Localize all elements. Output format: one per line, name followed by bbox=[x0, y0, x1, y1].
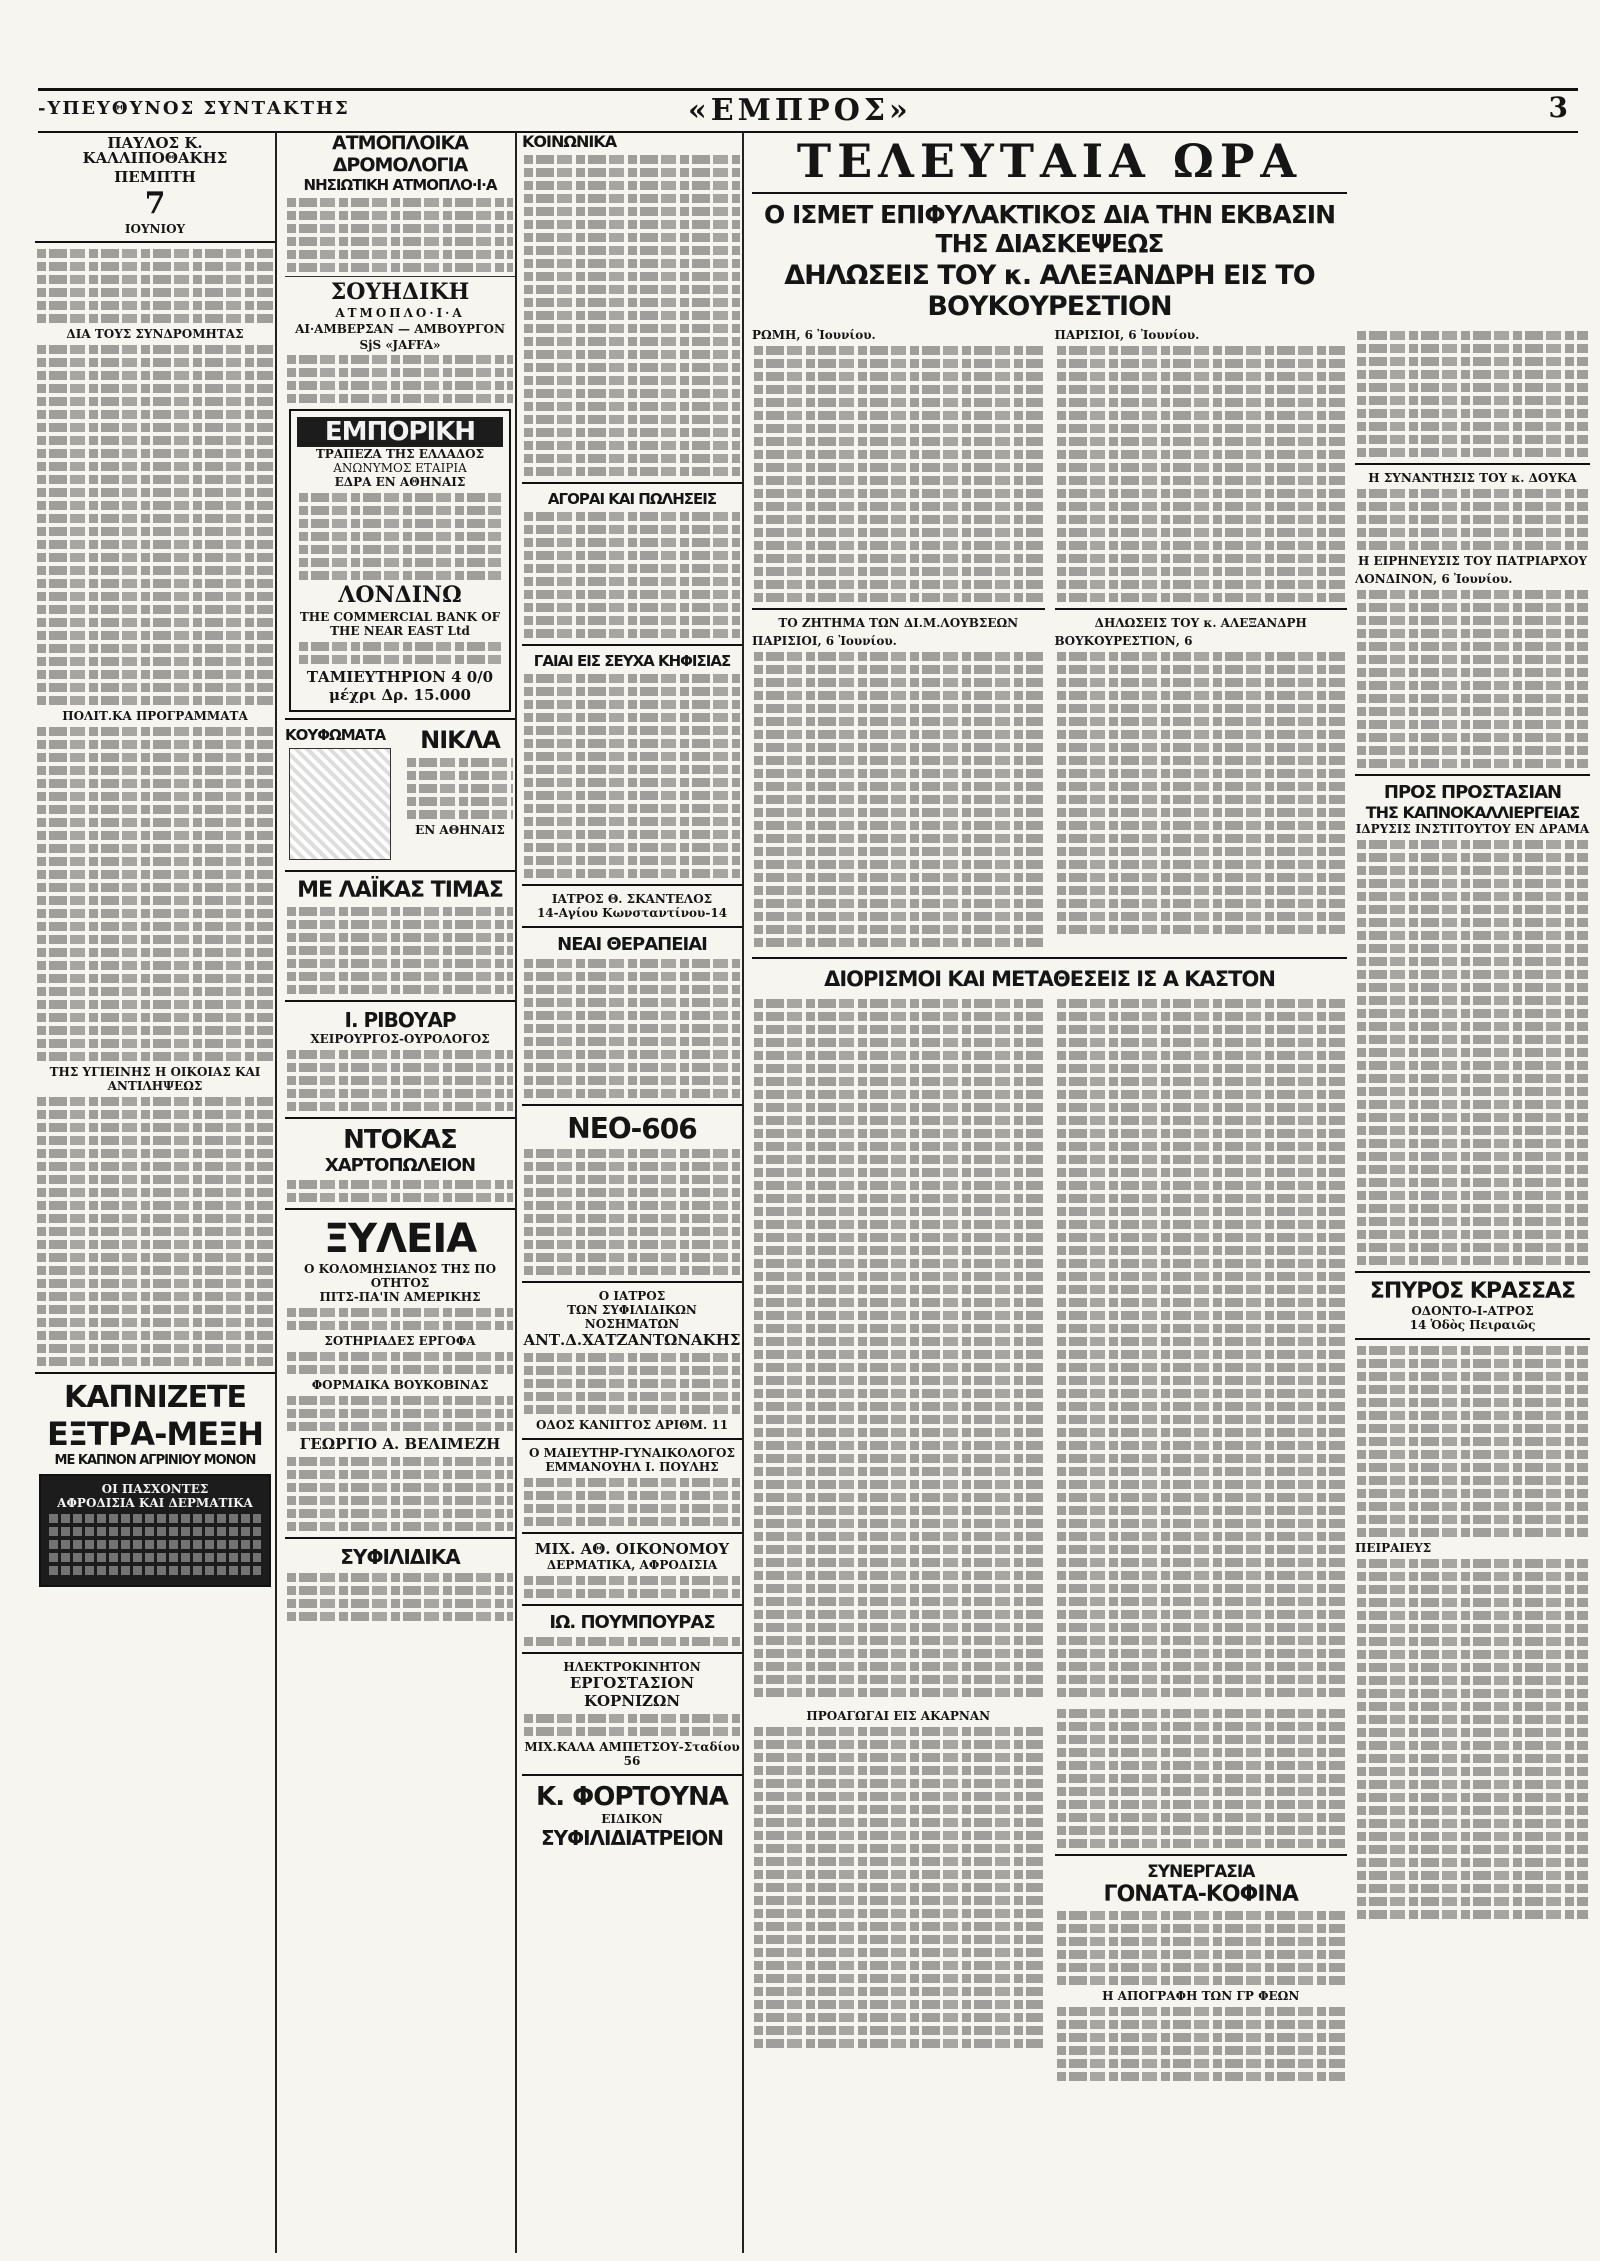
nikla-brand: ΝΙΚΛΑ bbox=[420, 726, 500, 754]
paris-dateline-2: ΠΑΡΙΣΙΟΙ, 6 Ἰουνίου. bbox=[1054, 328, 1200, 342]
factory-address: ΜΙΧ.ΚΑΛΑ ΑΜΠΕΤΣΟΥ-Σταδίου 56 bbox=[524, 1740, 740, 1768]
gynecologist-heading: Ο ΜΑΙΕΥΤΗΡ-ΓΥΝΑΙΚΟΛΟΓΟΣ bbox=[529, 1446, 735, 1460]
column-4-main bbox=[752, 132, 1347, 2253]
lausanne-heading: ΤΟ ΖΗΤΗΜΑ ΤΩΝ ΔΙ.Μ.ΛΟΥΒΣΕΩΝ bbox=[778, 616, 1019, 630]
ribouar-title: ΧΕΙΡΟΥΡΓΟΣ-ΟΥΡΟΛΟΓΟΣ bbox=[310, 1032, 490, 1046]
column-1 bbox=[35, 132, 277, 2253]
ntokas-name: ΝΤΟΚΑΣ bbox=[343, 1125, 457, 1155]
gynecologist-name: ΕΜΜΑΝΟΥΗΛ Ι. ΠΟΥΛΗΣ bbox=[545, 1460, 719, 1474]
poumpouras-name: ΙΩ. ΠΟΥΜΠΟΥΡΑΣ bbox=[549, 1612, 715, 1633]
date-month: ΙΟΥΝΙΟΥ bbox=[124, 222, 186, 236]
masthead-title: «ΕΜΠΡΟΣ» bbox=[688, 93, 912, 128]
bank-ad bbox=[289, 409, 511, 712]
masthead bbox=[38, 88, 1578, 133]
steamship-schedules-heading: ΑΤΜΟΠΛΟΙΚΑ ΔΡΟΜΟΛΟΓΙΑ bbox=[332, 132, 468, 176]
factory-name: ΕΡΓΟΣΤΑΣΙΟΝ ΚΟΡΝΙΖΩΝ bbox=[569, 1674, 695, 1710]
article-text-filler bbox=[37, 727, 273, 1061]
column-2 bbox=[285, 132, 517, 2253]
column-3 bbox=[522, 132, 744, 2253]
bank-london: ΛΟΝΔΙΝΩ bbox=[338, 582, 462, 608]
masthead-editor-label: -ΥΠΕΥΘΥΝΟΣ ΣΥΝΤΑΚΤΗΣ bbox=[38, 98, 350, 119]
furniture-heading: ΦΟΡΜΑΙΚΑ ΒΟΥΚΟΒΙΝΑΣ bbox=[311, 1378, 489, 1392]
factory-label: ΗΛΕΚΤΡΟΚΙΝΗΤΟΝ bbox=[563, 1660, 701, 1674]
nikla-ad bbox=[285, 726, 515, 864]
xyleia-heading: ΞΥΛΕΙΑ bbox=[323, 1216, 477, 1262]
political-programs-heading: ΠΟΛΙΤ.ΚΑ ΠΡΟΓΡΑΜΜΑΤΑ bbox=[62, 709, 248, 723]
appointments-heading: ΔΙΟΡΙΣΜΟΙ ΚΑΙ ΜΕΤΑΘΕΣΕΙΣ ΙΣ Α ΚΑΣΤΟΝ bbox=[824, 967, 1275, 991]
ad-clinic-subtitle: ΑΦΡΟΔΙΣΙΑ ΚΑΙ ΔΕΡΜΑΤΙΚΑ bbox=[57, 1496, 253, 1510]
kifisia-heading: ΓΑΙΑΙ ΕΙΣ ΣΕΥΧΑ ΚΗΦΙΣΙΑΣ bbox=[533, 652, 731, 670]
krassas-title: ΟΔΟΝΤΟ-Ι-ΑΤΡΟΣ bbox=[1411, 1304, 1534, 1318]
bank-english-name: THE COMMERCIAL BANK OF THE NEAR EAST Ltd bbox=[299, 610, 501, 638]
peiraieus-dateline: ΠΕΙΡΑΙΕΥΣ bbox=[1355, 1541, 1432, 1555]
ad-smoke-tagline: ΜΕ ΚΑΠΝΟΝ ΑΓΡΙΝΙΟΥ ΜΟΝΟΝ bbox=[54, 1453, 256, 1468]
date-number: 7 bbox=[144, 186, 166, 221]
bank-company-type: ΑΝΩΝΥΜΟΣ ΕΤΑΙΡΙΑ bbox=[333, 461, 467, 475]
patriarch-heading: Η ΕΙΡΗΝΕΥΣΙΣ ΤΟΥ ΠΑΤΡΙΑΡΧΟΥ bbox=[1357, 554, 1588, 568]
article-text-filler bbox=[37, 1097, 273, 1366]
ad-clinic-box bbox=[39, 1474, 271, 1587]
neo-606-heading: ΝΕΟ-606 bbox=[567, 1112, 697, 1145]
markets-heading: ΑΓΟΡΑΙ ΚΑΙ ΠΩΛΗΣΕΙΣ bbox=[547, 490, 717, 508]
fortouna-clinic: ΣΥΦΙΛΙΔΙΑΤΡΕΙΟΝ bbox=[540, 1826, 724, 1850]
krassas-address: 14 Ὁδὸς Πειραιῶς bbox=[1409, 1318, 1536, 1332]
fortouna-special: ΕΙΔΙΚΟΝ bbox=[601, 1812, 663, 1826]
registration-heading: Η ΑΠΟΓΡΑΦΗ ΤΩΝ ΓΡ ΦΕΩΝ bbox=[1102, 1989, 1300, 2003]
article-text-filler bbox=[37, 345, 273, 705]
synergasia-heading: ΣΥΝΕΡΓΑΣΙΑ bbox=[1147, 1862, 1255, 1882]
gonata-kofina-heading: ΓΟΝΑΤΑ-ΚΟΦΙΝΑ bbox=[1103, 1882, 1298, 1907]
bank-subtitle: ΤΡΑΠΕΖΑ ΤΗΣ ΕΛΛΑΔΟΣ bbox=[315, 447, 485, 461]
nikla-city: ΕΝ ΑΘΗΝΑΙΣ bbox=[415, 823, 505, 837]
ship-name: SjS «JAFFA» bbox=[359, 338, 441, 352]
main-headline: ΤΕΛΕΥΤΑΙΑ ΩΡΑ bbox=[752, 134, 1347, 194]
ad-smoke-heading: ΚΑΠΝΙΖΕΤΕ bbox=[63, 1380, 247, 1415]
new-therapies-heading: ΝΕΑΙ ΘΕΡΑΠΕΙΑΙ bbox=[557, 934, 707, 955]
alexandris-heading: ΔΗΛΩΣΕΙΣ ΤΟΥ κ. ΑΛΕΞΑΝΔΡΗ bbox=[1094, 616, 1307, 630]
laikas-heading: ΜΕ ΛΑΪΚΑΣ ΤΙΜΑΣ bbox=[297, 878, 503, 903]
bank-title: ΕΜΠΟΡΙΚΗ bbox=[297, 417, 503, 447]
velimezi-name: ΓΕΩΡΓΙΟ Α. ΒΕΛΙΜΕΖΗ bbox=[299, 1435, 501, 1453]
xyleia-sub: Ο ΚΟΛΟΜΗΣΙΑΝΟΣ ΤΗΣ ΠΟ ΟΤΗΤΟΣ bbox=[303, 1262, 497, 1290]
syphilidika-heading: ΣΥΦΙΛΙΔΙΚΑ bbox=[340, 1545, 460, 1569]
swedish-heading: ΣΟΥΗΔΙΚΗ bbox=[330, 279, 470, 305]
ntokas-title: ΧΑΡΤΟΠΩΛΕΙΟΝ bbox=[324, 1155, 476, 1176]
doctor-name: ΑΝΤ.Δ.ΧΑΤΖΑΝΤΩΝΑΚΗΣ bbox=[523, 1331, 741, 1349]
ad-clinic-title: ΟΙ ΠΑΣΧΟΝΤΕΣ bbox=[101, 1482, 209, 1496]
krassas-name: ΣΠΥΡΟΣ ΚΡΑΣΣΑΣ bbox=[1369, 1279, 1576, 1304]
main-subheadline: Ο ΙΣΜΕΤ ΕΠΙΦΥΛΑΚΤΙΚΟΣ ΔΙΑ ΤΗΝ ΕΚΒΑΣΙΝ ΤΗΣ ΔΙΑΣΚΕΨΕΩΣ bbox=[764, 200, 1335, 258]
swedish-sub: ΑΤΜΟΠΛΟ·Ι·Α bbox=[335, 306, 465, 320]
editor-name: ΠΑΥΛΟΣ Κ. ΚΑΛΛΙΠΟΘΑΚΗΣ bbox=[82, 134, 228, 167]
sotiriades: ΣΟΤΗΡΙΑΔΕΣ ΕΡΓΟΦΑ bbox=[324, 1334, 476, 1348]
nikla-label: ΚΟΥΦΩΜΑΤΑ bbox=[285, 726, 386, 744]
fortouna-name: Κ. ΦΟΡΤΟΥΝΑ bbox=[536, 1782, 728, 1812]
skantelos-address: 14-Αγίου Κωνσταντίνου-14 bbox=[536, 906, 728, 920]
route-heading: ΑΙ·ΑΜΒΕΡΣΑΝ — ΑΜΒΟΥΡΓΟΝ bbox=[295, 322, 505, 336]
oikonomou-specialty: ΔΕΡΜΑΤΙΚΑ, ΑΦΡΟΔΙΣΙΑ bbox=[546, 1558, 718, 1572]
page-number: 3 bbox=[1548, 91, 1568, 124]
paris-dateline: ΠΑΡΙΣΙΟΙ, 6 Ἰουνίου. bbox=[752, 634, 897, 648]
ribouar-name: Ι. ΡΙΒΟΥΑΡ bbox=[344, 1008, 456, 1032]
bucharest-dateline: ΒΟΥΚΟΥΡΕΣΤΙΟΝ, 6 bbox=[1054, 634, 1193, 648]
doctor-heading: Ο ΙΑΤΡΟΣ bbox=[598, 1289, 666, 1303]
column-5 bbox=[1355, 132, 1590, 2253]
doukas-heading: Η ΣΥΝΑΝΤΗΣΙΣ ΤΟΥ κ. ΔΟΥΚΑ bbox=[1368, 471, 1577, 485]
social-heading: ΚΟΙΝΩΝΙΚΑ bbox=[522, 132, 617, 151]
institute-heading: ΙΔΡΥΣΙΣ ΙΝΣΤΙΤΟΥΤΟΥ ΕΝ ΔΡΑΜΑ bbox=[1355, 822, 1590, 836]
oikonomou-name: ΜΙΧ. ΑΘ. ΟΙΚΟΝΟΜΟΥ bbox=[534, 1540, 730, 1558]
pitch-pine: ΠΙΤΣ-ΠΑ'ΙΝ ΑΜΕΡΙΚΗΣ bbox=[319, 1290, 481, 1304]
protection-heading: ΠΡΟΣ ΠΡΟΣΤΑΣΙΑΝ bbox=[1383, 782, 1562, 803]
tobacco-heading: ΤΗΣ ΚΑΠΝΟΚΑΛΛΙΕΡΓΕΙΑΣ bbox=[1365, 803, 1580, 822]
london-dateline: ΛΟΝΔΙΝΟΝ, 6 Ἰουνίου. bbox=[1355, 572, 1513, 586]
article-text-filler bbox=[37, 249, 273, 323]
doctor-specialty: ΤΩΝ ΣΥΦΙΛΙΔΙΚΩΝ ΝΟΣΗΜΑΤΩΝ bbox=[567, 1303, 697, 1331]
island-steamship-heading: ΝΗΣΙΩΤΙΚΗ ΑΤΜΟΠΛΟ·Ι·Α bbox=[303, 176, 497, 194]
subscribers-heading: ΔΙΑ ΤΟΥΣ ΣΥΝΔΡΟΜΗΤΑΣ bbox=[66, 327, 244, 341]
alexandris-statements-heading: ΔΗΛΩΣΕΙΣ ΤΟΥ κ. ΑΛΕΞΑΝΔΡΗ ΕΙΣ ΤΟ ΒΟΥΚΟΥΡΕΣΤΙΟΝ bbox=[784, 260, 1315, 322]
promotions-heading: ΠΡΟΑΓΩΓΑΙ ΕΙΣ ΑΚΑΡΝΑΝ bbox=[806, 1709, 991, 1723]
rome-dateline: ΡΩΜΗ, 6 Ἰουνίου. bbox=[752, 328, 876, 342]
ad-smoke-brand: ΕΞΤΡΑ-ΜΕΞΗ bbox=[46, 1415, 264, 1453]
hygiene-heading: ΤΗΣ ΥΓΙΕΙΝΗΣ Η ΟΙΚΟΙΑΣ ΚΑΙ ΑΝΤΙΛΗΨΕΩΣ bbox=[49, 1065, 261, 1093]
skantelos-name: ΙΑΤΡΟΣ Θ. ΣΚΑΝΤΕΛΟΣ bbox=[551, 892, 713, 906]
bank-savings: ΤΑΜΙΕΥΤΗΡΙΟΝ 4 0/0 μέχρι Δρ. 15.000 bbox=[306, 668, 494, 704]
kaniggos-address: ΟΔΟΣ ΚΑΝΙΓΓΟΣ ΑΡΙΘΜ. 11 bbox=[535, 1418, 729, 1432]
date-day: ΠΕΜΠΤΗ bbox=[114, 168, 196, 186]
bank-seat: ΕΔΡΑ ΕΝ ΑΘΗΝΑΙΣ bbox=[334, 475, 466, 489]
furniture-illustration bbox=[289, 748, 391, 860]
